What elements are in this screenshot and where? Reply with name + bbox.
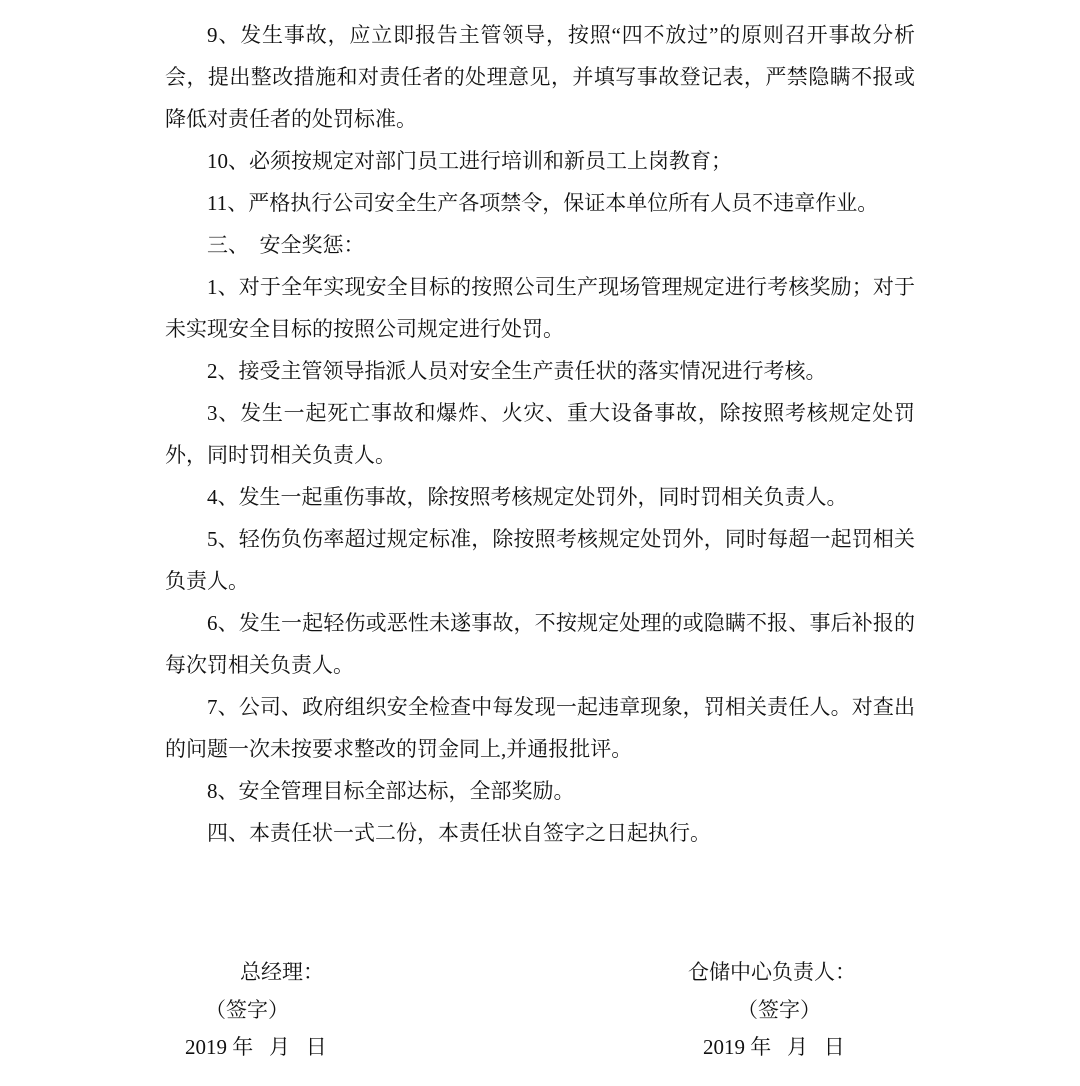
paragraph-reward-8: 8、安全管理目标全部达标，全部奖励。 [207, 779, 575, 803]
paragraph-item-11: 11、严格执行公司安全生产各项禁令，保证本单位所有人员不违章作业。 [207, 191, 879, 215]
right-signature-sign: （签字） [737, 998, 821, 1022]
section-heading-execution: 四、本责任状一式二份，本责任状自签字之日起执行。 [207, 821, 711, 845]
left-signature-date: 2019 年 月 日 [185, 1035, 327, 1059]
paragraph-item-9: 9、发生事故，应立即报告主管领导，按照“四不放过”的原则召开事故分析会，提出整改措施和对责任者的处理意见，并填写事故登记表，严禁隐瞒不报或降低对责任者的处罚标准。 [165, 23, 915, 131]
paragraph-reward-6: 6、发生一起轻伤或恶性未遂事故，不按规定处理的或隐瞒不报、事后补报的每次罚相关负责人。 [165, 611, 915, 677]
document-body [165, 14, 915, 854]
paragraph-reward-2: 2、接受主管领导指派人员对安全生产责任状的落实情况进行考核。 [207, 359, 827, 383]
section-heading-rewards: 三、 安全奖惩： [207, 233, 365, 257]
left-signature-sign: （签字） [205, 998, 289, 1022]
right-signature-date: 2019 年 月 日 [703, 1035, 845, 1059]
paragraph-reward-7: 7、公司、政府组织安全检查中每发现一起违章现象，罚相关责任人。对查出的问题一次未按要求整改的罚金同上,并通报批评。 [165, 695, 915, 761]
paragraph-reward-1: 1、对于全年实现安全目标的按照公司生产现场管理规定进行考核奖励；对于未实现安全目标的按照公司规定进行处罚。 [165, 275, 915, 341]
paragraph-reward-4: 4、发生一起重伤事故，除按照考核规定处罚外，同时罚相关负责人。 [207, 485, 848, 509]
paragraph-item-10: 10、必须按规定对部门员工进行培训和新员工上岗教育； [207, 149, 732, 173]
right-signature-title: 仓储中心负责人： [688, 960, 856, 984]
left-signature-title: 总经理： [240, 960, 324, 984]
paragraph-reward-5: 5、轻伤负伤率超过规定标准，除按照考核规定处罚外，同时每超一起罚相关负责人。 [165, 527, 915, 593]
paragraph-reward-3: 3、发生一起死亡事故和爆炸、火灾、重大设备事故，除按照考核规定处罚外，同时罚相关负责人。 [165, 401, 915, 467]
